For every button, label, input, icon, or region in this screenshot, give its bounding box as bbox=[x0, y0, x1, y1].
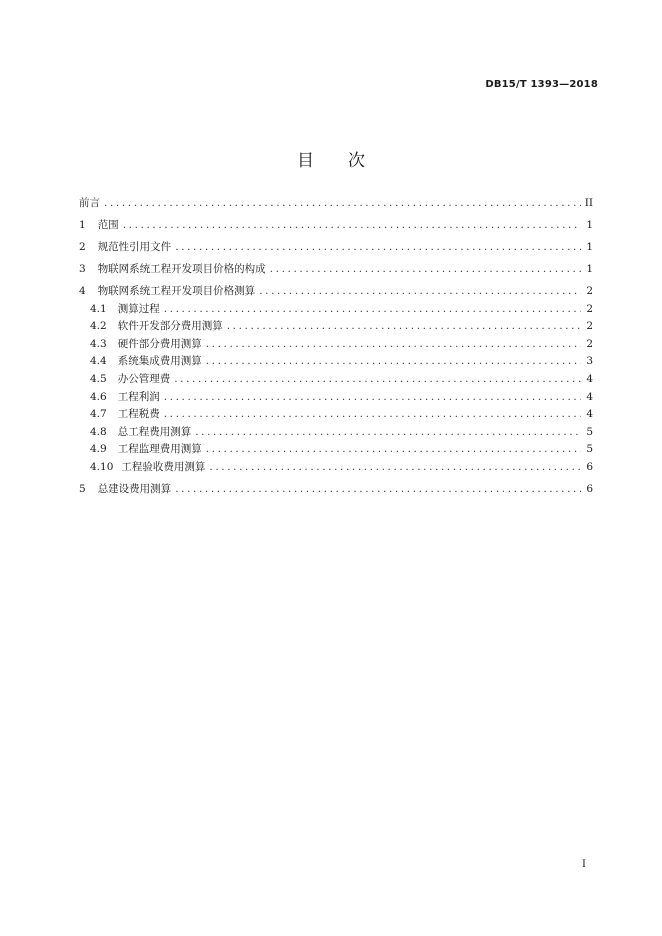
toc-entry[interactable] bbox=[79, 374, 593, 385]
toc-entry-page: 1 bbox=[586, 241, 593, 253]
toc-leader-dots bbox=[104, 198, 581, 209]
toc-leader-dots bbox=[209, 462, 581, 473]
toc-entry-number: 4.9 bbox=[90, 443, 107, 456]
toc-entry-label: 物联网系统工程开发项目价格的构成 bbox=[97, 263, 266, 275]
toc-leader-dots bbox=[175, 484, 581, 495]
toc-entry-label: 软件开发部分费用测算 bbox=[117, 320, 223, 333]
toc-entry-page: 6 bbox=[586, 482, 593, 495]
toc-entry[interactable] bbox=[79, 339, 593, 350]
toc-leader-dots bbox=[259, 286, 581, 297]
toc-entry-label: 总建设费用测算 bbox=[97, 482, 172, 495]
toc-entry-number: 4.5 bbox=[90, 372, 107, 385]
toc-entry[interactable] bbox=[79, 427, 593, 438]
toc-entry-page: 2 bbox=[586, 337, 593, 350]
toc-leader-dots bbox=[123, 220, 581, 231]
toc-leader-dots bbox=[164, 392, 581, 403]
toc-entry-page: 1 bbox=[586, 263, 593, 275]
toc-entry-number: 4.7 bbox=[90, 408, 107, 421]
table-of-contents bbox=[79, 198, 593, 495]
toc-entry-page: 5 bbox=[586, 443, 593, 456]
footer-page-number: I bbox=[582, 859, 586, 870]
toc-entry-page: 2 bbox=[586, 320, 593, 333]
toc-leader-dots bbox=[227, 321, 581, 332]
toc-leader-dots bbox=[206, 356, 581, 367]
toc-entry-number: 4.6 bbox=[90, 390, 107, 403]
toc-entry-number: 4.2 bbox=[90, 320, 107, 333]
toc-entry-label: 规范性引用文件 bbox=[97, 241, 172, 253]
toc-leader-dots bbox=[164, 409, 581, 420]
toc-entry-page: 4 bbox=[586, 408, 593, 421]
toc-entry-number: 1 bbox=[79, 219, 86, 231]
toc-entry-number: 3 bbox=[79, 263, 86, 275]
toc-leader-dots bbox=[206, 444, 581, 455]
toc-entry[interactable] bbox=[79, 304, 593, 315]
toc-leader-dots bbox=[175, 242, 581, 253]
toc-entry-label: 范围 bbox=[97, 219, 119, 231]
toc-entry[interactable] bbox=[79, 242, 593, 253]
toc-entry-label: 工程利润 bbox=[117, 390, 160, 403]
toc-entry-label: 工程验收费用测算 bbox=[121, 460, 206, 473]
toc-entry-page: 4 bbox=[586, 372, 593, 385]
toc-entry-number: 4.10 bbox=[90, 460, 114, 473]
toc-entry-number: 2 bbox=[79, 241, 86, 253]
toc-entry-page: II bbox=[584, 197, 593, 209]
toc-entry[interactable] bbox=[79, 392, 593, 403]
toc-entry-label: 办公管理费 bbox=[117, 372, 171, 385]
toc-entry-label: 系统集成费用测算 bbox=[117, 355, 202, 368]
title-char-1: 目 bbox=[297, 151, 314, 171]
title-char-2: 次 bbox=[348, 151, 365, 171]
toc-entry[interactable] bbox=[79, 321, 593, 332]
toc-leader-dots bbox=[164, 304, 581, 315]
toc-entry[interactable] bbox=[79, 409, 593, 420]
toc-entry-label: 测算过程 bbox=[117, 302, 160, 315]
toc-entry-number: 4 bbox=[79, 285, 86, 297]
toc-entry-number: 4.3 bbox=[90, 337, 107, 350]
toc-entry[interactable] bbox=[79, 198, 593, 209]
toc-entry[interactable] bbox=[79, 484, 593, 495]
toc-entry-label: 工程税费 bbox=[117, 408, 160, 421]
toc-entry-label: 物联网系统工程开发项目价格测算 bbox=[97, 285, 256, 297]
toc-entry[interactable] bbox=[79, 444, 593, 455]
toc-leader-dots bbox=[270, 264, 581, 275]
toc-leader-dots bbox=[195, 427, 581, 438]
toc-entry-label: 总工程费用测算 bbox=[117, 425, 192, 438]
toc-entry[interactable] bbox=[79, 220, 593, 231]
toc-entry-page: 5 bbox=[586, 425, 593, 438]
toc-entry-label: 硬件部分费用测算 bbox=[117, 337, 202, 350]
toc-entry-page: 6 bbox=[586, 460, 593, 473]
toc-entry-page: 3 bbox=[586, 355, 593, 368]
toc-entry-page: 2 bbox=[586, 285, 593, 297]
toc-entry-number: 5 bbox=[79, 482, 86, 495]
toc-entry-label: 前言 bbox=[79, 197, 100, 209]
toc-entry-number: 4.4 bbox=[90, 355, 107, 368]
toc-entry-label: 工程监理费用测算 bbox=[117, 443, 202, 456]
toc-leader-dots bbox=[206, 339, 581, 350]
toc-entry[interactable] bbox=[79, 356, 593, 367]
toc-leader-dots bbox=[174, 374, 581, 385]
toc-entry[interactable] bbox=[79, 264, 593, 275]
document-code: DB15/T 1393—2018 bbox=[485, 79, 598, 90]
page-title bbox=[0, 146, 662, 171]
toc-entry-number: 4.8 bbox=[90, 425, 107, 438]
toc-entry[interactable] bbox=[79, 462, 593, 473]
toc-entry-page: 1 bbox=[586, 219, 593, 231]
toc-entry-page: 2 bbox=[586, 302, 593, 315]
toc-entry[interactable] bbox=[79, 286, 593, 297]
toc-entry-number: 4.1 bbox=[90, 302, 107, 315]
toc-entry-page: 4 bbox=[586, 390, 593, 403]
